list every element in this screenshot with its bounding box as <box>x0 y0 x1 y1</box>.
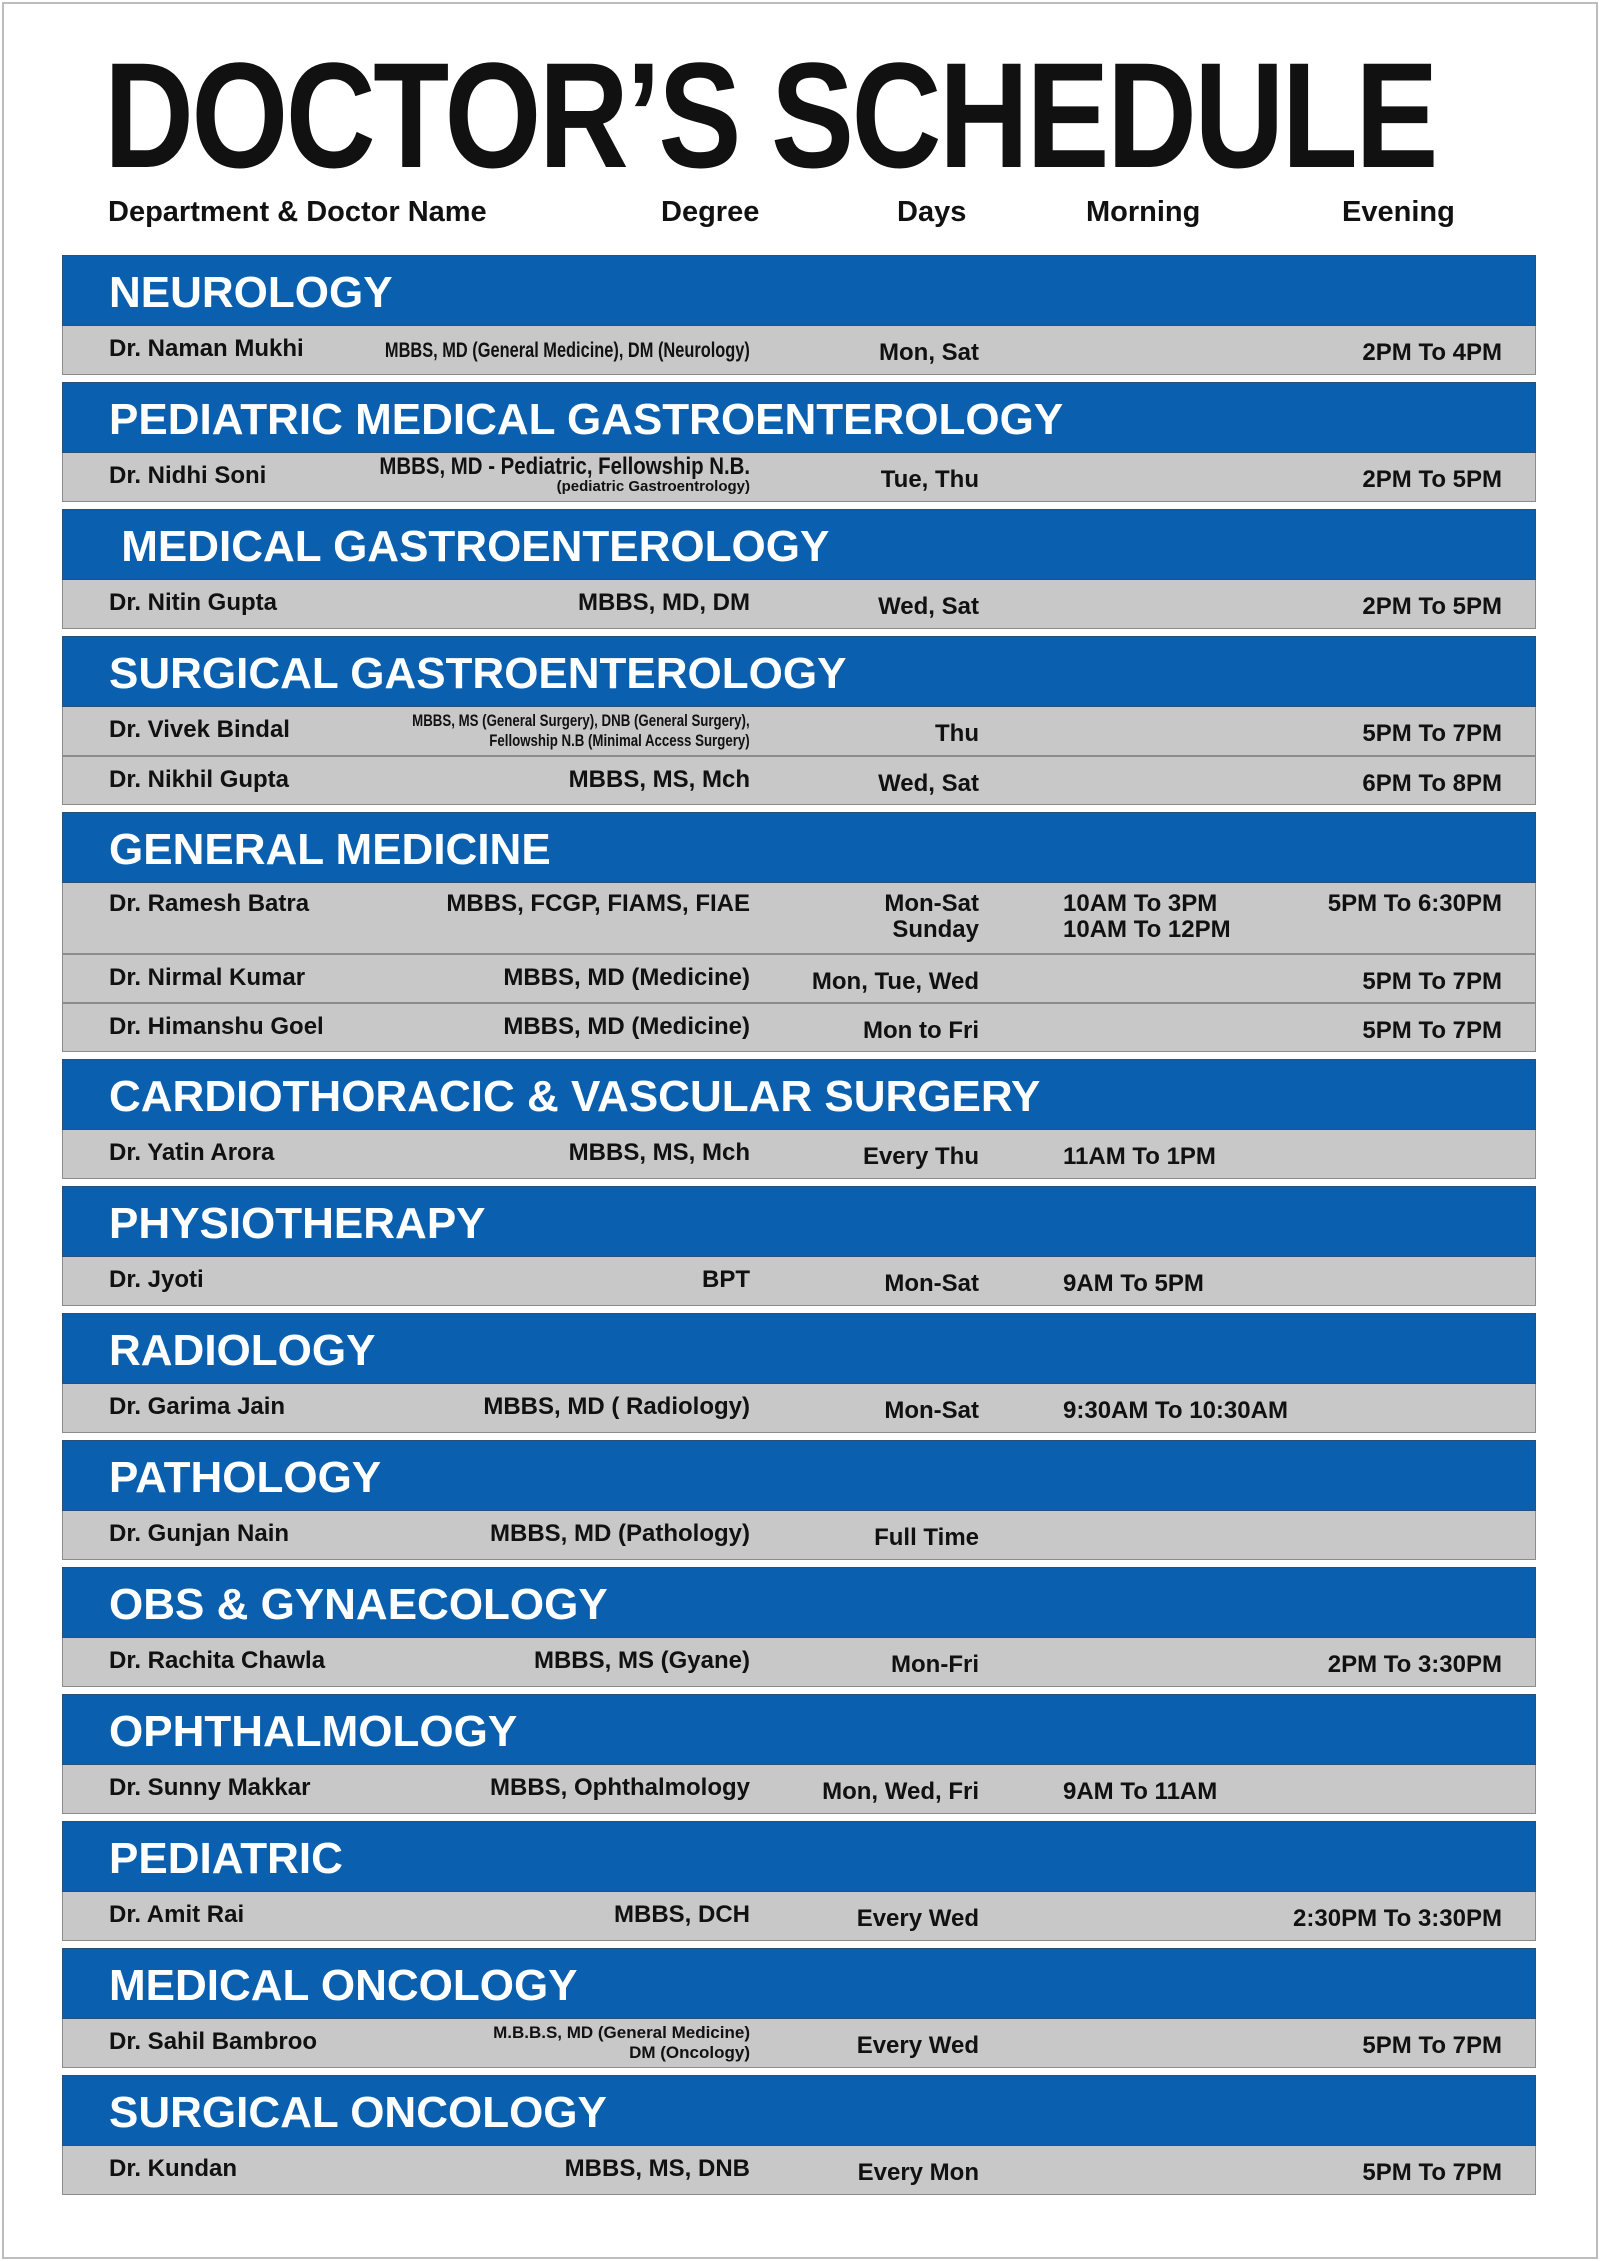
page-title: DOCTOR’S SCHEDULE <box>104 31 1436 199</box>
doctor-row <box>62 1384 1536 1433</box>
doctor-row <box>62 1638 1536 1687</box>
doctor-days <box>935 721 979 747</box>
schedule-table <box>62 255 1536 2202</box>
doctor-name: Dr. Nirmal Kumar <box>109 964 306 991</box>
morning-hours <box>1063 1398 1288 1424</box>
morning-hours <box>1063 1144 1216 1170</box>
degree-line: MBBS, MD - Pediatric, Fellowship N.B. <box>379 453 750 480</box>
department-section <box>62 509 1536 629</box>
days-line: Mon, Tue, Wed <box>811 968 979 995</box>
doctor-name: Dr. Nitin Gupta <box>109 589 277 616</box>
department-heading: PHYSIOTHERAPY <box>62 1186 1536 1257</box>
department-heading: SURGICAL ONCOLOGY <box>62 2075 1536 2146</box>
column-header-department: Department & Doctor Name <box>108 196 487 228</box>
doctor-days <box>863 1018 979 1044</box>
column-header-evening: Evening <box>1342 196 1455 228</box>
doctor-days <box>857 2033 979 2059</box>
doctor-days <box>881 467 979 493</box>
doctor-name: Dr. Ramesh Batra <box>109 890 310 917</box>
department-section <box>62 382 1536 502</box>
days-line: Mon to Fri <box>863 1017 979 1044</box>
morning-hours <box>1063 1271 1204 1297</box>
doctor-days <box>884 891 979 943</box>
doctor-row <box>62 1511 1536 1560</box>
department-heading: GENERAL MEDICINE <box>62 812 1536 883</box>
department-section <box>62 1694 1536 1814</box>
doctor-days <box>884 1398 979 1424</box>
days-line: Mon, Sat <box>879 339 979 366</box>
doctor-name: Dr. Jyoti <box>109 1266 204 1293</box>
doctor-row <box>62 1257 1536 1306</box>
doctor-row <box>62 580 1536 629</box>
evening-hours: 5PM To 6:30PM <box>1327 890 1502 917</box>
evening-hours: 2PM To 4PM <box>1362 339 1502 366</box>
department-section <box>62 255 1536 375</box>
doctor-row <box>62 453 1536 502</box>
department-section <box>62 1059 1536 1179</box>
department-heading: OBS & GYNAECOLOGY <box>62 1567 1536 1638</box>
evening-hours: 2:30PM To 3:30PM <box>1293 1905 1502 1932</box>
doctor-days <box>858 2160 979 2186</box>
doctor-name: Dr. Naman Mukhi <box>109 335 304 362</box>
department-heading: OPHTHALMOLOGY <box>62 1694 1536 1765</box>
doctor-degree: MBBS, MD, DM <box>578 589 750 616</box>
doctor-degree: MBBS, FCGP, FIAMS, FIAE <box>446 890 750 917</box>
department-section <box>62 1186 1536 1306</box>
doctor-degree: MBBS, Ophthalmology <box>490 1774 750 1801</box>
evening-hours: 5PM To 7PM <box>1362 2159 1502 2186</box>
doctor-row <box>62 2146 1536 2195</box>
doctor-row <box>62 707 1536 756</box>
doctor-degree <box>493 2023 750 2063</box>
doctor-name: Dr. Sunny Makkar <box>109 1774 311 1801</box>
doctor-row <box>62 883 1536 954</box>
column-header-days: Days <box>897 196 967 228</box>
evening-hours: 5PM To 7PM <box>1362 968 1502 995</box>
department-section <box>62 636 1536 805</box>
doctor-row <box>62 2019 1536 2068</box>
days-line: Wed, Sat <box>878 770 979 797</box>
department-section <box>62 812 1536 1052</box>
doctor-days <box>878 771 979 797</box>
doctor-degree: MBBS, MD (Pathology) <box>490 1520 750 1547</box>
department-heading: PATHOLOGY <box>62 1440 1536 1511</box>
doctor-name: Dr. Rachita Chawla <box>109 1647 326 1674</box>
morning-line: 9AM To 5PM <box>1063 1270 1204 1297</box>
department-heading: CARDIOTHORACIC & VASCULAR SURGERY <box>62 1059 1536 1130</box>
evening-hours: 5PM To 7PM <box>1362 1017 1502 1044</box>
doctor-name: Dr. Gunjan Nain <box>109 1520 290 1547</box>
doctor-row <box>62 756 1536 805</box>
doctor-name: Dr. Nikhil Gupta <box>109 766 290 793</box>
morning-line: 10AM To 3PM <box>1063 890 1218 917</box>
doctor-degree: MBBS, MS, Mch <box>568 1139 750 1166</box>
evening-hours: 2PM To 3:30PM <box>1327 1651 1502 1678</box>
department-section <box>62 1821 1536 1941</box>
doctor-degree: MBBS, MS, DNB <box>564 2155 750 2182</box>
doctor-name: Dr. Yatin Arora <box>109 1139 275 1166</box>
department-heading: RADIOLOGY <box>62 1313 1536 1384</box>
doctor-name: Dr. Vivek Bindal <box>109 716 290 743</box>
doctor-degree <box>413 711 750 751</box>
doctor-degree: MBBS, MD (Medicine) <box>503 964 750 991</box>
degree-line: MBBS, MS (General Surgery), DNB (General Surgery), <box>412 711 750 730</box>
doctor-degree: MBBS, MD (General Medicine), DM (Neurology) <box>385 339 750 362</box>
department-heading: SURGICAL GASTROENTEROLOGY <box>62 636 1536 707</box>
days-line: Thu <box>935 720 979 747</box>
days-line-2: Sunday <box>892 916 979 943</box>
morning-line: 9AM To 11AM <box>1063 1778 1218 1805</box>
doctor-name: Dr. Amit Rai <box>109 1901 245 1928</box>
degree-line-2: DM (Oncology) <box>629 2043 750 2062</box>
evening-hours: 6PM To 8PM <box>1362 770 1502 797</box>
doctor-name: Dr. Kundan <box>109 2155 238 2182</box>
doctor-row <box>62 1892 1536 1941</box>
doctor-days <box>878 594 979 620</box>
days-line: Mon-Sat <box>884 1397 979 1424</box>
days-line: Every Thu <box>862 1143 979 1170</box>
doctor-degree: BPT <box>702 1266 750 1293</box>
days-line: Mon-Sat <box>884 890 979 917</box>
morning-hours <box>1063 891 1231 943</box>
doctor-row <box>62 1765 1536 1814</box>
doctor-degree: MBBS, MS, Mch <box>568 766 750 793</box>
doctor-days <box>891 1652 979 1678</box>
days-line: Mon, Wed, Fri <box>822 1778 979 1805</box>
doctor-degree: MBBS, MS (Gyane) <box>533 1647 750 1674</box>
department-section <box>62 1948 1536 2068</box>
days-line: Every Mon <box>857 2159 979 2186</box>
morning-hours <box>1063 1779 1217 1805</box>
doctor-days <box>884 1271 979 1297</box>
department-section <box>62 1313 1536 1433</box>
doctor-degree: MBBS, DCH <box>614 1901 750 1928</box>
days-line: Every Wed <box>856 1905 979 1932</box>
doctor-row <box>62 1130 1536 1179</box>
degree-line-2: Fellowship N.B (Minimal Access Surgery) <box>489 731 750 750</box>
department-section <box>62 1567 1536 1687</box>
column-header-degree: Degree <box>661 196 760 228</box>
doctor-degree <box>314 455 750 495</box>
doctor-row <box>62 1003 1536 1052</box>
department-section <box>62 1440 1536 1560</box>
department-heading: PEDIATRIC MEDICAL GASTROENTEROLOGY <box>62 382 1536 453</box>
department-section <box>62 2075 1536 2195</box>
doctor-name: Dr. Nidhi Soni <box>109 462 267 489</box>
doctor-name: Dr. Sahil Bambroo <box>109 2028 318 2055</box>
days-line: Full Time <box>874 1524 979 1551</box>
doctor-row <box>62 326 1536 375</box>
evening-hours: 5PM To 7PM <box>1362 720 1502 747</box>
doctor-days <box>874 1525 979 1551</box>
evening-hours: 2PM To 5PM <box>1362 466 1502 493</box>
degree-line-2: (pediatric Gastroentrology) <box>556 478 750 495</box>
evening-hours: 5PM To 7PM <box>1362 2032 1502 2059</box>
doctor-name: Dr. Himanshu Goel <box>109 1013 324 1040</box>
days-line: Mon-Fri <box>891 1651 979 1678</box>
doctor-degree: MBBS, MD ( Radiology) <box>483 1393 750 1420</box>
doctor-degree: MBBS, MD (Medicine) <box>503 1013 750 1040</box>
degree-line: M.B.B.S, MD (General Medicine) <box>493 2023 750 2042</box>
morning-line: 9:30AM To 10:30AM <box>1063 1397 1288 1424</box>
days-line: Mon-Sat <box>884 1270 979 1297</box>
doctor-days <box>879 340 979 366</box>
doctor-name: Dr. Garima Jain <box>109 1393 286 1420</box>
doctor-days <box>822 1779 979 1805</box>
department-heading: PEDIATRIC <box>62 1821 1536 1892</box>
morning-line: 11AM To 1PM <box>1063 1143 1216 1170</box>
department-heading: MEDICAL ONCOLOGY <box>62 1948 1536 2019</box>
column-header-morning: Morning <box>1086 196 1201 228</box>
evening-hours: 2PM To 5PM <box>1362 593 1502 620</box>
days-line: Every Wed <box>856 2032 979 2059</box>
doctor-row <box>62 954 1536 1003</box>
department-heading: MEDICAL GASTROENTEROLOGY <box>62 509 1536 580</box>
doctor-days <box>863 1144 979 1170</box>
days-line: Wed, Sat <box>878 593 979 620</box>
department-heading: NEUROLOGY <box>62 255 1536 326</box>
doctor-days <box>857 1906 979 1932</box>
doctor-days <box>812 969 979 995</box>
days-line: Tue, Thu <box>880 466 979 493</box>
morning-line-2: 10AM To 12PM <box>1063 916 1231 943</box>
